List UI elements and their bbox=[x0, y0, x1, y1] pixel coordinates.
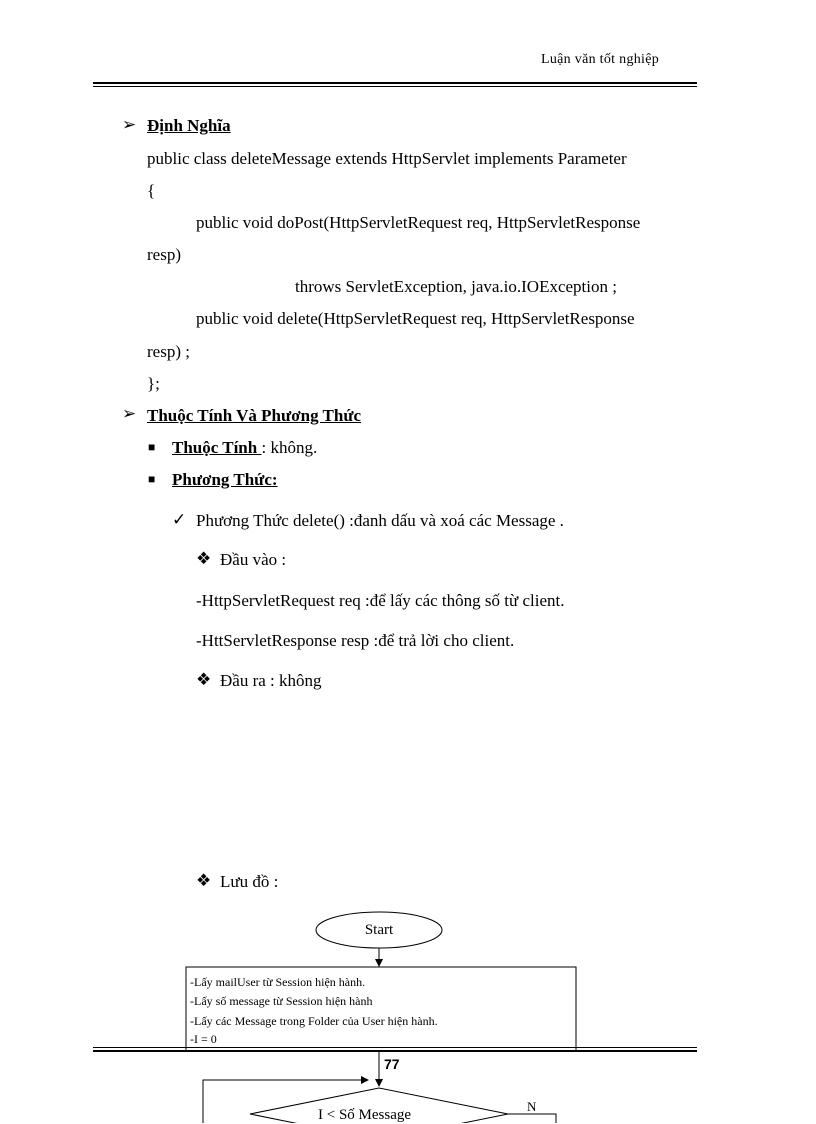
output-label: Đầu ra : không bbox=[220, 671, 322, 690]
footer-rule-thin bbox=[93, 1047, 697, 1048]
square-bullet-icon: ■ bbox=[148, 472, 156, 486]
decision-label: I < Số Message bbox=[318, 1107, 412, 1123]
no-branch-label: N bbox=[527, 1099, 537, 1114]
definition-heading: Định Nghĩa bbox=[147, 116, 231, 135]
code-line: public void delete(HttpServletRequest req, HttpServletResponse bbox=[196, 309, 635, 328]
code-line: public class deleteMessage extends HttpServlet implements Parameter bbox=[147, 149, 627, 168]
arrow-bullet-icon: ➢ bbox=[122, 115, 137, 134]
square-bullet-icon: ■ bbox=[148, 440, 156, 454]
code-line: public void doPost(HttpServletRequest req, HttpServletResponse bbox=[196, 213, 641, 232]
diamond-bullet-icon: ❖ bbox=[196, 670, 212, 689]
footer-rule bbox=[93, 1050, 697, 1052]
attribute-value: : không. bbox=[261, 438, 318, 457]
properties-heading: Thuộc Tính Và Phương Thức bbox=[147, 406, 362, 425]
code-line: }; bbox=[147, 374, 160, 393]
arrow-bullet-icon: ➢ bbox=[122, 404, 137, 423]
code-line: resp) bbox=[147, 245, 181, 264]
input-label: Đầu vào : bbox=[220, 550, 287, 569]
attribute-label: Thuộc Tính bbox=[172, 438, 262, 457]
method-item: Phương Thức delete() :đanh dấu và xoá các Message . bbox=[196, 511, 564, 530]
page-number: 77 bbox=[384, 1056, 400, 1072]
input-line: -HttServletResponse resp :để trả lời cho client. bbox=[196, 631, 515, 650]
checkmark-icon: ✓ bbox=[172, 510, 187, 529]
code-line: throws ServletException, java.io.IOException ; bbox=[295, 277, 617, 296]
flowchart-label: Lưu đồ : bbox=[220, 872, 279, 891]
header-title: Luận văn tốt nghiệp bbox=[541, 52, 660, 67]
code-line: { bbox=[147, 181, 156, 200]
diamond-bullet-icon: ❖ bbox=[196, 871, 212, 890]
start-label: Start bbox=[364, 922, 394, 938]
method-label: Phương Thức: bbox=[172, 470, 278, 489]
diamond-bullet-icon: ❖ bbox=[196, 549, 212, 568]
process-line: -Lấy mailUser từ Session hiện hành. bbox=[190, 975, 366, 989]
process-line: -Lấy số message từ Session hiện hành bbox=[190, 994, 373, 1008]
no-branch-line bbox=[508, 1114, 556, 1123]
code-line: resp) ; bbox=[147, 342, 190, 361]
process-line: -Lấy các Message trong Folder của User hiện hành. bbox=[190, 1014, 438, 1028]
input-line: -HttpServletRequest req :để lấy các thông số từ client. bbox=[196, 591, 565, 610]
process-line: -I = 0 bbox=[190, 1032, 217, 1046]
